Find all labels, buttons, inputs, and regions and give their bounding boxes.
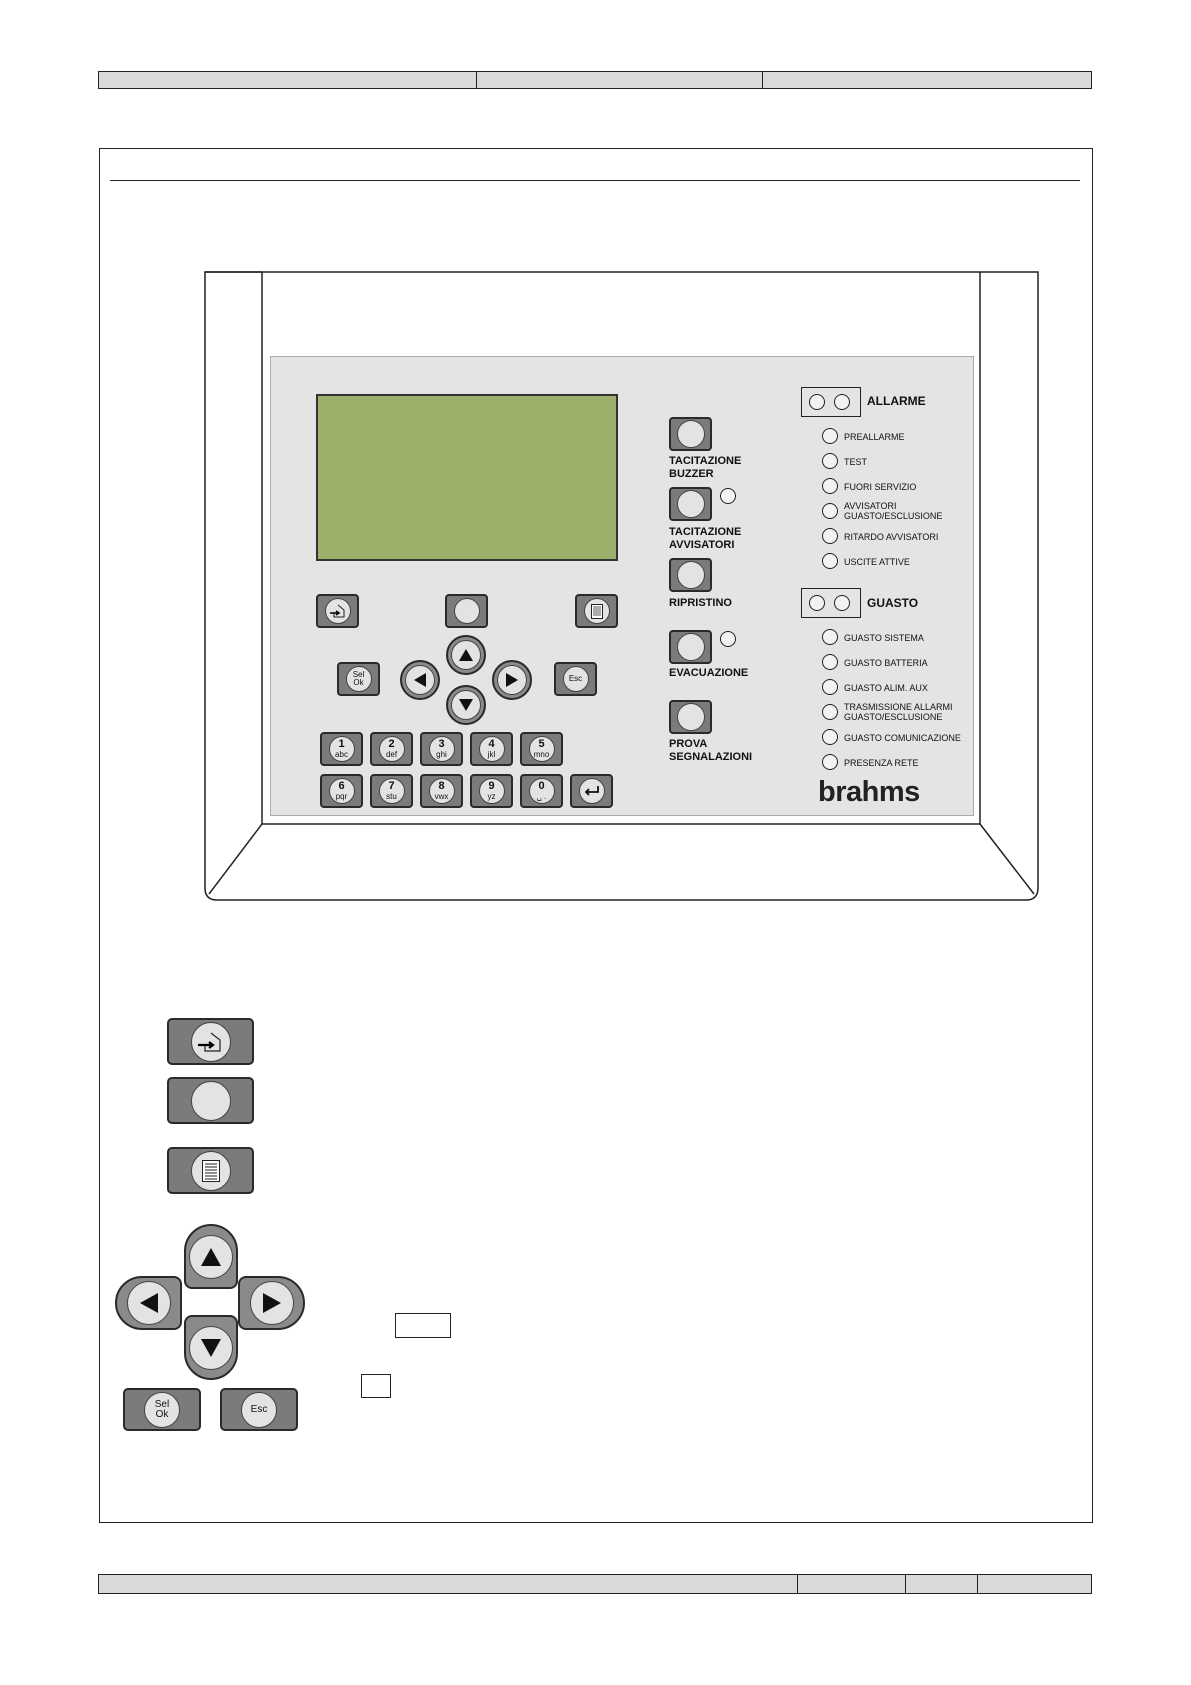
test-led — [822, 453, 838, 469]
key-letters: mno — [533, 750, 550, 759]
footer-cell — [798, 1575, 906, 1593]
arrow-left-icon — [405, 665, 435, 695]
fuori-servizio-led — [822, 478, 838, 494]
key-digit: 0 — [538, 780, 545, 792]
key-letters: abc — [335, 750, 348, 759]
presenza-rete-led — [822, 754, 838, 770]
label-line: AVVISATORI — [669, 539, 735, 551]
arrow-right-icon — [497, 665, 527, 695]
evacuazione-led — [720, 631, 736, 647]
enter-key[interactable] — [570, 774, 613, 808]
inline-key-box — [395, 1313, 451, 1338]
ripristino-button[interactable] — [669, 558, 712, 592]
numeric-key-9[interactable] — [470, 774, 513, 808]
key-digit: 6 — [338, 780, 345, 792]
button-cap — [677, 703, 705, 731]
tacitazione-avvisatori-label — [669, 526, 741, 552]
label-line: AVVISATORI — [844, 501, 897, 511]
evacuazione-button[interactable] — [669, 630, 712, 664]
button-cap — [677, 490, 705, 518]
list-key[interactable] — [575, 594, 618, 628]
guasto-led-1 — [809, 595, 825, 611]
prova-segnalazioni-label — [669, 738, 752, 764]
arrow-up-icon — [189, 1235, 233, 1279]
blank-key-icon — [191, 1081, 231, 1121]
ripristino-label — [669, 597, 732, 610]
numeric-key-cap — [429, 736, 455, 762]
key-digit: 5 — [538, 738, 545, 750]
prova-segnalazioni-button[interactable] — [669, 700, 712, 734]
trasmissione-allarmi-led — [822, 704, 838, 720]
guasto-alim-aux-led — [822, 679, 838, 695]
ok-label: Ok — [155, 1408, 169, 1420]
label-line: TRASMISSIONE ALLARMI — [844, 702, 953, 712]
numeric-key-0[interactable] — [520, 774, 563, 808]
arrow-left-icon — [127, 1281, 171, 1325]
guasto-comunicazione-label: GUASTO COMUNICAZIONE — [844, 733, 961, 743]
list-icon — [191, 1151, 231, 1191]
tacitazione-buzzer-label — [669, 455, 741, 481]
label-line: SEGNALAZIONI — [669, 751, 753, 763]
key-letters: ghi — [436, 750, 447, 759]
allarme-title: ALLARME — [867, 394, 926, 408]
guasto-title: GUASTO — [867, 596, 919, 610]
arrow-down-icon — [451, 690, 481, 720]
avvisatori-guasto-label — [844, 501, 942, 521]
label-line: EVACUAZIONE — [669, 667, 749, 679]
allarme-led-2 — [834, 394, 850, 410]
right-arrow-key[interactable] — [492, 660, 532, 700]
label-line: GUASTO/ESCLUSIONE — [844, 712, 943, 722]
esc-key-large — [220, 1388, 298, 1431]
guasto-led-2 — [834, 595, 850, 611]
numeric-key-cap — [479, 778, 505, 804]
left-arrow-key-large — [115, 1276, 182, 1330]
numeric-key-cap — [529, 778, 555, 804]
enter-icon — [579, 778, 605, 804]
numeric-key-4[interactable] — [470, 732, 513, 766]
right-arrow-key-large — [238, 1276, 305, 1330]
numeric-key-cap — [379, 736, 405, 762]
avvisatori-led — [720, 488, 736, 504]
label-line: TACITAZIONE — [669, 455, 742, 467]
esc-key[interactable] — [554, 662, 597, 696]
sel-ok-cap — [144, 1392, 180, 1428]
arrow-down-icon — [189, 1326, 233, 1370]
uscite-attive-label: USCITE ATTIVE — [844, 557, 910, 567]
button-cap — [677, 561, 705, 589]
presenza-rete-label: PRESENZA RETE — [844, 758, 919, 768]
sel-ok-key-large — [123, 1388, 201, 1431]
button-cap — [677, 420, 705, 448]
header-cell — [477, 72, 763, 88]
label-line: RIPRISTINO — [669, 597, 732, 609]
guasto-alim-aux-label: GUASTO ALIM. AUX — [844, 683, 928, 693]
home-exit-icon — [191, 1022, 231, 1062]
inline-key-box-small — [361, 1374, 391, 1398]
preallarme-label: PREALLARME — [844, 432, 905, 442]
key-digit: 7 — [388, 780, 395, 792]
home-exit-key-large — [167, 1018, 254, 1065]
guasto-batteria-led — [822, 654, 838, 670]
blank-key[interactable] — [445, 594, 488, 628]
numeric-key-5[interactable] — [520, 732, 563, 766]
tacitazione-buzzer-button[interactable] — [669, 417, 712, 451]
footer-cell — [99, 1575, 798, 1593]
key-letters: stu — [386, 792, 397, 801]
list-key-large — [167, 1147, 254, 1194]
label-line: BUZZER — [669, 468, 714, 480]
brahms-logo: brahms — [818, 776, 920, 808]
test-label: TEST — [844, 457, 868, 467]
label-line: TACITAZIONE — [669, 526, 742, 538]
evacuazione-label — [669, 667, 748, 680]
allarme-led-1 — [809, 394, 825, 410]
numeric-key-cap — [529, 736, 555, 762]
ritardo-avvisatori-label: RITARDO AVVISATORI — [844, 532, 939, 542]
left-arrow-key[interactable] — [400, 660, 440, 700]
home-exit-key[interactable] — [316, 594, 359, 628]
home-exit-icon — [325, 598, 351, 624]
numeric-key-cap — [479, 736, 505, 762]
esc-cap — [241, 1392, 277, 1428]
sel-ok-key[interactable] — [337, 662, 380, 696]
numeric-key-cap — [329, 736, 355, 762]
key-letters: yz — [487, 792, 496, 801]
footer-cell — [978, 1575, 1091, 1593]
lcd-display — [316, 394, 618, 561]
blank-key-large — [167, 1077, 254, 1124]
label-line: PROVA — [669, 738, 708, 750]
arrow-up-icon — [451, 640, 481, 670]
avvisatori-guasto-led — [822, 503, 838, 519]
ok-label: Ok — [353, 678, 364, 687]
page-header-table — [98, 71, 1092, 89]
section-rule — [110, 180, 1080, 181]
arrow-right-icon — [250, 1281, 294, 1325]
numeric-key-3[interactable] — [420, 732, 463, 766]
preallarme-led — [822, 428, 838, 444]
tacitazione-avvisatori-button[interactable] — [669, 487, 712, 521]
key-digit: 1 — [338, 738, 345, 750]
down-arrow-key-large — [184, 1315, 238, 1380]
guasto-comunicazione-led — [822, 729, 838, 745]
fuori-servizio-label: FUORI SERVIZIO — [844, 482, 917, 492]
label-line: GUASTO/ESCLUSIONE — [844, 511, 943, 521]
up-arrow-key[interactable] — [446, 635, 486, 675]
up-arrow-key-large — [184, 1224, 238, 1289]
key-digit: 8 — [438, 780, 445, 792]
sel-label: Sel — [352, 670, 365, 679]
blank-key-icon — [454, 598, 480, 624]
numeric-key-6[interactable] — [320, 774, 363, 808]
numeric-key-7[interactable] — [370, 774, 413, 808]
header-cell — [763, 72, 1091, 88]
footer-cell — [906, 1575, 978, 1593]
numeric-key-cap — [329, 778, 355, 804]
key-letters: jkl — [487, 750, 496, 759]
key-letters: pqr — [335, 792, 348, 801]
down-arrow-key[interactable] — [446, 685, 486, 725]
numeric-key-8[interactable] — [420, 774, 463, 808]
sel-label: Sel — [154, 1398, 170, 1410]
esc-label: Esc — [568, 674, 583, 683]
key-letters: def — [385, 750, 398, 759]
page-footer-table — [98, 1574, 1092, 1594]
esc-cap — [563, 666, 589, 692]
uscite-attive-led — [822, 553, 838, 569]
numeric-key-cap — [429, 778, 455, 804]
guasto-sistema-led — [822, 629, 838, 645]
numeric-key-1[interactable] — [320, 732, 363, 766]
numeric-key-2[interactable] — [370, 732, 413, 766]
header-cell — [99, 72, 477, 88]
guasto-sistema-label: GUASTO SISTEMA — [844, 633, 924, 643]
key-letters: vwx — [434, 792, 449, 801]
key-digit: 4 — [488, 738, 495, 750]
numeric-key-cap — [379, 778, 405, 804]
key-digit: 2 — [388, 738, 395, 750]
sel-ok-cap — [346, 666, 372, 692]
key-digit: 9 — [488, 780, 495, 792]
list-icon — [584, 598, 610, 624]
trasmissione-allarmi-label — [844, 702, 953, 722]
button-cap — [677, 633, 705, 661]
guasto-batteria-label: GUASTO BATTERIA — [844, 658, 928, 668]
esc-label: Esc — [250, 1403, 268, 1415]
ritardo-avvisatori-led — [822, 528, 838, 544]
key-digit: 3 — [438, 738, 445, 750]
key-letters: ␣ . — [536, 792, 547, 801]
